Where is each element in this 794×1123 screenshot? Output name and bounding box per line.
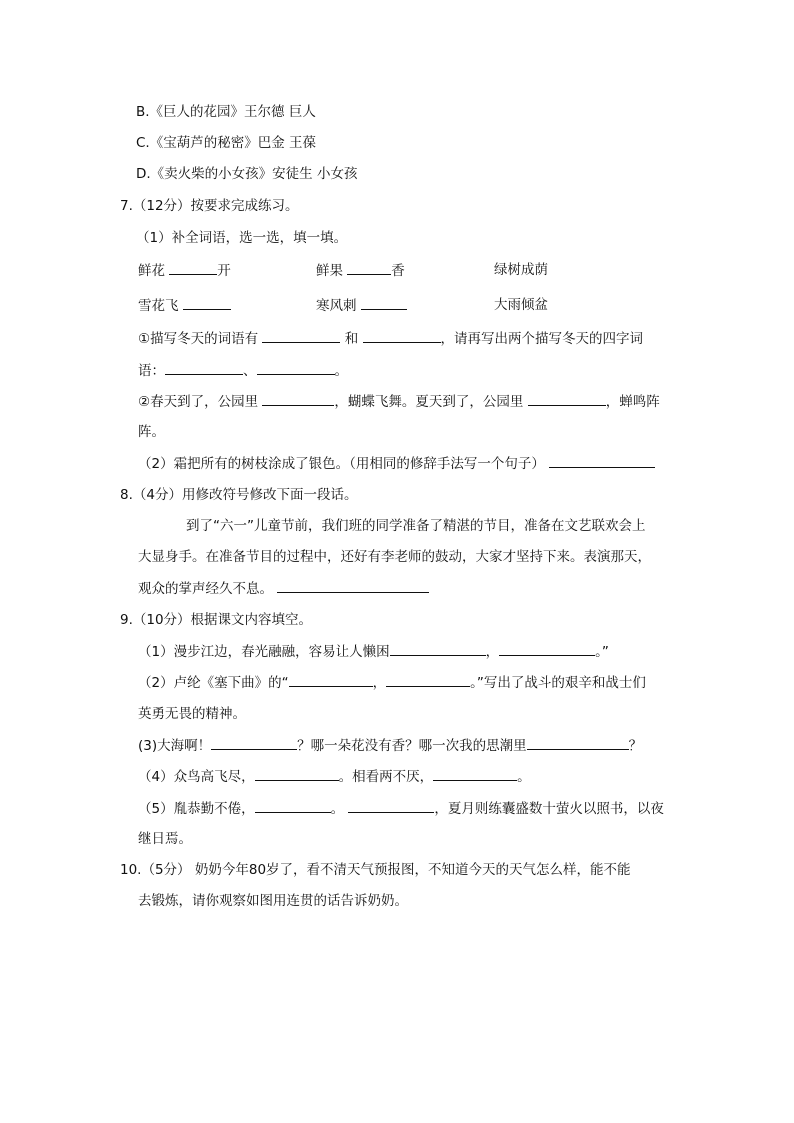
q9-header: 9.（10分）根据课文内容填空。 bbox=[120, 612, 313, 628]
q8-header: 8.（4分）用修改符号修改下面一段话。 bbox=[120, 487, 358, 503]
blank[interactable] bbox=[257, 360, 335, 375]
blank[interactable] bbox=[363, 328, 441, 343]
option-b: B.《巨人的花园》王尔德 巨人 bbox=[136, 104, 316, 120]
blank[interactable] bbox=[277, 578, 429, 593]
q7-sentence1: ①描写冬天的词语有 和 ，请再写出两个描写冬天的四字词 bbox=[138, 328, 643, 349]
q8-paragraph-line1: 到了“六一”儿童节前，我们班的同学准备了精湛的节目，准备在文艺联欢会上 bbox=[186, 518, 646, 534]
q10-line2: 去锻炼，请你观察如图用连贯的话告诉奶奶。 bbox=[138, 893, 408, 909]
blank[interactable] bbox=[255, 798, 331, 813]
blank[interactable] bbox=[211, 735, 297, 750]
q8-paragraph-line2: 大显身手。在准备节目的过程中，还好有李老师的鼓动，大家才坚持下来。表演那天， bbox=[138, 549, 651, 565]
q9-item5-cont: 继日焉。 bbox=[138, 831, 192, 847]
q9-item2: （2）卢纶《塞下曲》的“ ， 。”写出了战斗的艰辛和战士们 bbox=[138, 672, 646, 693]
blank[interactable] bbox=[499, 641, 595, 656]
blank[interactable] bbox=[528, 391, 606, 406]
option-d: D.《卖火柴的小女孩》安徒生 小女孩 bbox=[136, 166, 358, 182]
blank[interactable] bbox=[527, 735, 629, 750]
blank[interactable] bbox=[390, 641, 486, 656]
q7-sentence2: ②春天到了，公园里 ，蝴蝶飞舞。夏天到了，公园里 ，蝉鸣阵 bbox=[138, 391, 660, 412]
q7-sentence2-cont: 阵。 bbox=[138, 424, 165, 440]
word-r2c2: 寒风刺 bbox=[316, 295, 407, 316]
blank[interactable] bbox=[262, 391, 334, 406]
blank[interactable] bbox=[165, 360, 243, 375]
blank[interactable] bbox=[549, 453, 655, 468]
blank[interactable] bbox=[183, 295, 231, 310]
word-r2c3: 大雨倾盆 bbox=[494, 297, 548, 313]
q9-item2-cont: 英勇无畏的精神。 bbox=[138, 706, 246, 722]
blank[interactable] bbox=[262, 328, 340, 343]
q10-line1: 10.（5分） 奶奶今年80岁了，看不清天气预报图，不知道今天的天气怎么样，能不能 bbox=[120, 862, 631, 878]
q8-paragraph-line3: 观众的掌声经久不息。 bbox=[138, 578, 429, 599]
q9-item1: （1）漫步江边，春光融融，容易让人懒困 ， 。” bbox=[138, 641, 609, 662]
q7-part2: （2）霜把所有的树枝涂成了银色。（用相同的修辞手法写一个句子） bbox=[138, 453, 655, 474]
q7-header: 7.（12分）按要求完成练习。 bbox=[120, 198, 299, 214]
q7-sentence1-cont: 语： 、 。 bbox=[138, 360, 348, 381]
blank[interactable] bbox=[433, 766, 517, 781]
q9-item3: (3)大海啊！ ？哪一朵花没有香？哪一次我的思潮里 ？ bbox=[138, 735, 642, 756]
blank[interactable] bbox=[169, 260, 217, 275]
option-c: C.《宝葫芦的秘密》巴金 王葆 bbox=[136, 135, 317, 151]
blank[interactable] bbox=[289, 672, 373, 687]
q7-part1: （1）补全词语，选一选，填一填。 bbox=[136, 230, 348, 246]
blank[interactable] bbox=[386, 672, 470, 687]
word-r1c3: 绿树成荫 bbox=[494, 262, 548, 278]
word-r1c2: 鲜果 香 bbox=[316, 260, 405, 281]
blank[interactable] bbox=[255, 766, 339, 781]
word-r2c1: 雪花飞 bbox=[138, 295, 231, 316]
q9-item5: （5）胤恭勤不倦， 。 ，夏月则练囊盛数十萤火以照书，以夜 bbox=[138, 798, 664, 819]
blank[interactable] bbox=[347, 260, 391, 275]
blank[interactable] bbox=[348, 798, 434, 813]
blank[interactable] bbox=[361, 295, 407, 310]
word-r1c1: 鲜花 开 bbox=[138, 260, 231, 281]
q9-item4: （4）众鸟高飞尽， 。相看两不厌， 。 bbox=[138, 766, 531, 787]
